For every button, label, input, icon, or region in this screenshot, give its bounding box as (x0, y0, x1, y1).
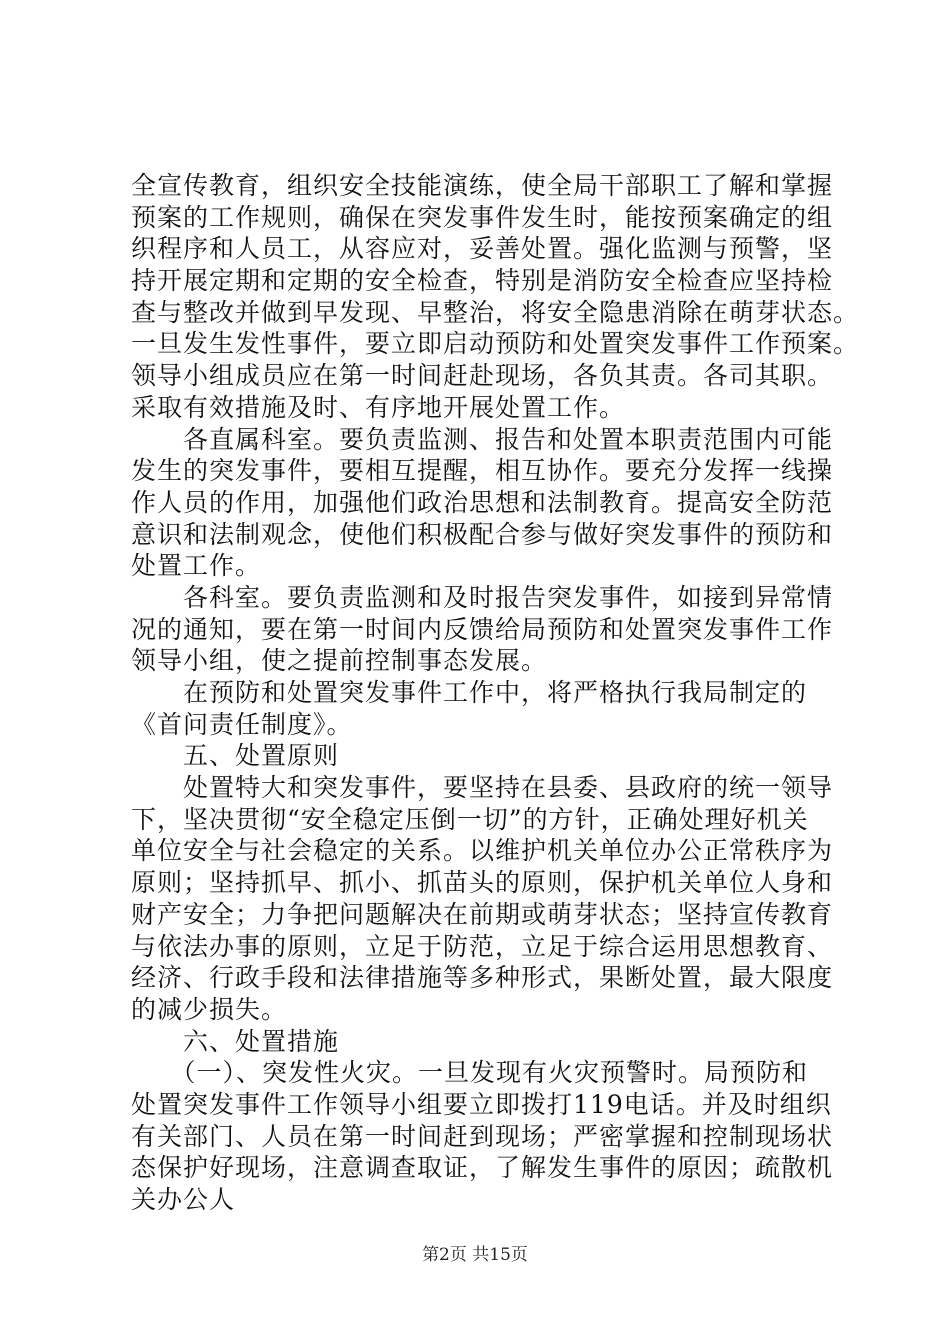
text-line: 意识和法制观念，使他们积极配合参与做好突发事件的预防和 (131, 519, 834, 549)
section-heading: 五、处置原则 (131, 741, 340, 771)
text-line: 原则；坚持抓早、抓小、抓苗头的原则，保护机关单位人身和 (131, 868, 834, 898)
text-line: 作人员的作用，加强他们政治思想和法制教育。提高安全防范 (131, 487, 834, 517)
text-line: 《首问责任制度》。 (131, 709, 353, 739)
text-line: 有关部门、人员在第一时间赶到现场；严密掌握和控制现场状 (131, 1121, 834, 1151)
text-line: 各科室。要负责监测和及时报告突发事件，如接到异常情 (131, 582, 834, 612)
text-line: 一旦发生发性事件，要立即启动预防和处置突发事件工作预案。 (131, 329, 860, 359)
text-line: 各直属科室。要负责监测、报告和处置本职责范围内可能 (131, 424, 834, 454)
page-footer (0, 1240, 950, 1265)
text-line: 领导小组，使之提前控制事态发展。 (131, 646, 548, 676)
text-line: （一）、突发性火灾。一旦发现有火灾预警时。局预防和 (131, 1058, 809, 1088)
text-line: 财产安全；力争把问题解决在前期或萌芽状态；坚持宣传教育 (131, 899, 834, 929)
text-line: 处置突发事件工作领导小组要立即拨打119电话。并及时组织 (131, 1089, 832, 1119)
text-line: 态保护好现场，注意调查取证，了解发生事件的原因；疏散机 (131, 1153, 834, 1183)
text-line: 在预防和处置突发事件工作中，将严格执行我局制定的 (131, 678, 808, 707)
text-line: 处置特大和突发事件，要坚持在县委、县政府的统一领导 (131, 773, 834, 803)
text-line: 下，坚决贯彻“安全稳定压倒一切”的方针，正确处理好机关 (131, 804, 809, 834)
document-body (131, 170, 860, 1216)
text-line: 经济、行政手段和法律措施等多种形式，果断处置，最大限度 (131, 963, 834, 993)
text-line: 全宣传教育，组织安全技能演练，使全局干部职工了解和掌握 (131, 171, 834, 200)
text-line: 的减少损失。 (131, 994, 288, 1024)
text-line: 处置工作。 (131, 551, 262, 581)
text-line: 持开展定期和定期的安全检查，特别是消防安全检查应坚持检 (131, 266, 834, 296)
text-line: 织程序和人员工，从容应对，妥善处置。强化监测与预警，坚 (131, 234, 834, 264)
text-line: 关办公人 (131, 1185, 236, 1214)
text-line: 采取有效措施及时、有序地开展处置工作。 (131, 392, 626, 422)
text-line: 预案的工作规则，确保在突发事件发生时，能按预案确定的组 (131, 202, 834, 232)
text-line: 查与整改并做到早发现、早整治，将安全隐患消除在萌芽状态。 (131, 297, 860, 327)
text-line: 领导小组成员应在第一时间赶赴现场，各负其责。各司其职。 (131, 361, 834, 391)
text-line: 发生的突发事件，要相互提醒，相互协作。要充分发挥一线操 (131, 456, 834, 486)
text-line: 与依法办事的原则，立足于防范，立足于综合运用思想教育、 (131, 931, 834, 961)
text-line: 单位安全与社会稳定的关系。以维护机关单位办公正常秩序为 (131, 836, 834, 866)
text-line: 况的通知，要在第一时间内反馈给局预防和处置突发事件工作 (131, 614, 834, 644)
section-heading: 六、处置措施 (131, 1026, 340, 1056)
page-number: 第2页 共15页 (422, 1245, 528, 1265)
